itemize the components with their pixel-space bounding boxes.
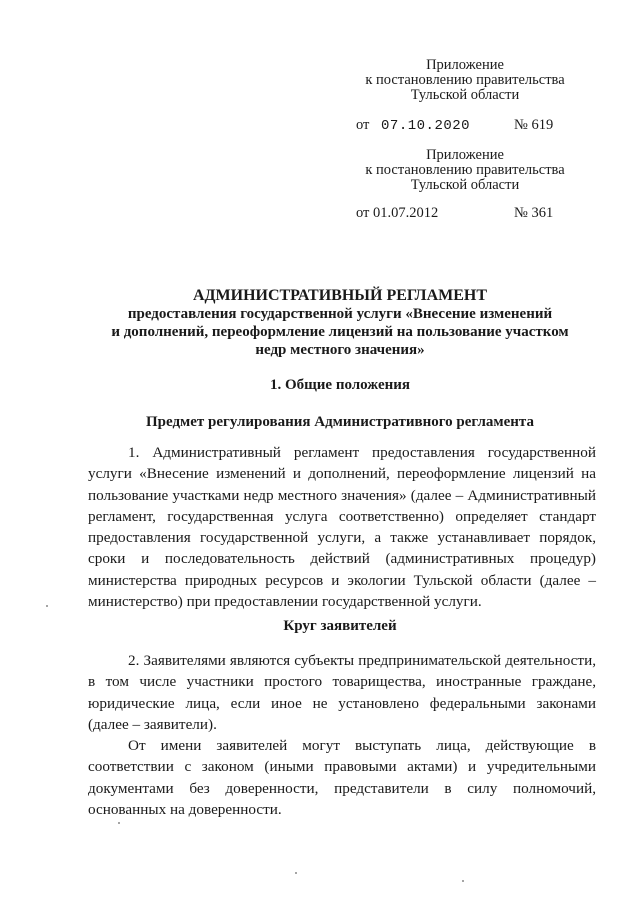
appendix-current-line: Приложение <box>426 57 504 73</box>
paragraph-line: юридические лица, если иное не установлено федеральными законами <box>88 694 596 712</box>
paragraph-line: министерство) при предоставлении государственной услуги. <box>88 593 482 611</box>
date-line: от 01.07.2012 <box>356 205 439 221</box>
paragraph-line: в том числе участники простого товарищества, иностранные граждане, <box>88 673 596 691</box>
paragraph-line: услуги «Внесение изменений и дополнений, переоформление лицензий на <box>88 465 596 483</box>
paragraph-line: сроки и последовательность действий (административных процедур) <box>88 550 596 568</box>
appendix-original-dateline <box>356 205 566 222</box>
appendix-current-dateline <box>356 117 566 134</box>
date-value: 07.10.2020 <box>381 118 471 134</box>
subsection-heading: Круг заявителей <box>283 618 397 634</box>
paragraph-2 <box>88 650 596 735</box>
paragraph-3 <box>88 735 596 820</box>
paragraph-line: 1. Административный регламент предоставления государственной <box>128 444 596 461</box>
subtitle-line: предоставления государственной услуги «Внесение изменений <box>127 306 553 322</box>
date-prefix: от <box>356 117 370 133</box>
appendix-current-line: Тульской области <box>410 87 520 103</box>
paragraph-line: регламент, государственная услуга соответственно) определяет стандарт <box>88 507 596 525</box>
appendix-current <box>350 58 580 103</box>
paragraph-line: основанных на доверенности. <box>88 800 282 818</box>
document-title: АДМИНИСТРАТИВНЫЙ РЕГЛАМЕНТ <box>192 287 488 304</box>
paragraph-line: министерства природных ресурсов и экологии Тульской области (далее – <box>88 571 596 589</box>
appendix-original-line: Приложение <box>426 147 504 163</box>
appendix-original-line: к постановлению правительства <box>365 162 565 178</box>
paragraph-line: соответствии с законом (иными правовыми актами) и учредительными <box>88 758 596 776</box>
appendix-original <box>350 148 580 193</box>
document-number: № 361 <box>514 205 554 221</box>
subtitle-line: недр местного значения» <box>255 342 425 358</box>
section-heading: 1. Общие положения <box>269 377 411 393</box>
appendix-original-line: Тульской области <box>410 177 520 193</box>
scan-speck <box>118 822 120 824</box>
subtitle-line: и дополнений, переоформление лицензий на пользование участком <box>111 324 569 340</box>
scan-speck <box>462 880 464 882</box>
paragraph-line: 2. Заявителями являются субъекты предпринимательской деятельности, <box>128 652 596 669</box>
scan-speck <box>46 605 48 607</box>
appendix-current-line: к постановлению правительства <box>365 72 565 88</box>
paragraph-line: (далее – заявители). <box>88 715 217 733</box>
paragraph-line: От имени заявителей могут выступать лица, действующие в <box>128 737 596 754</box>
paragraph-line: предоставления государственной услуги, а также устанавливает порядок, <box>88 529 596 547</box>
document-subtitle <box>40 305 640 359</box>
document-number: № 619 <box>514 117 554 133</box>
subsection-heading: Предмет регулирования Административного регламента <box>146 414 534 430</box>
paragraph-1 <box>88 442 596 612</box>
paragraph-line: документами без доверенности, представители в силу полномочий, <box>88 779 596 797</box>
paragraph-line: пользование участками недр местного значения» (далее – Административный <box>88 486 596 504</box>
scan-speck <box>295 872 297 874</box>
